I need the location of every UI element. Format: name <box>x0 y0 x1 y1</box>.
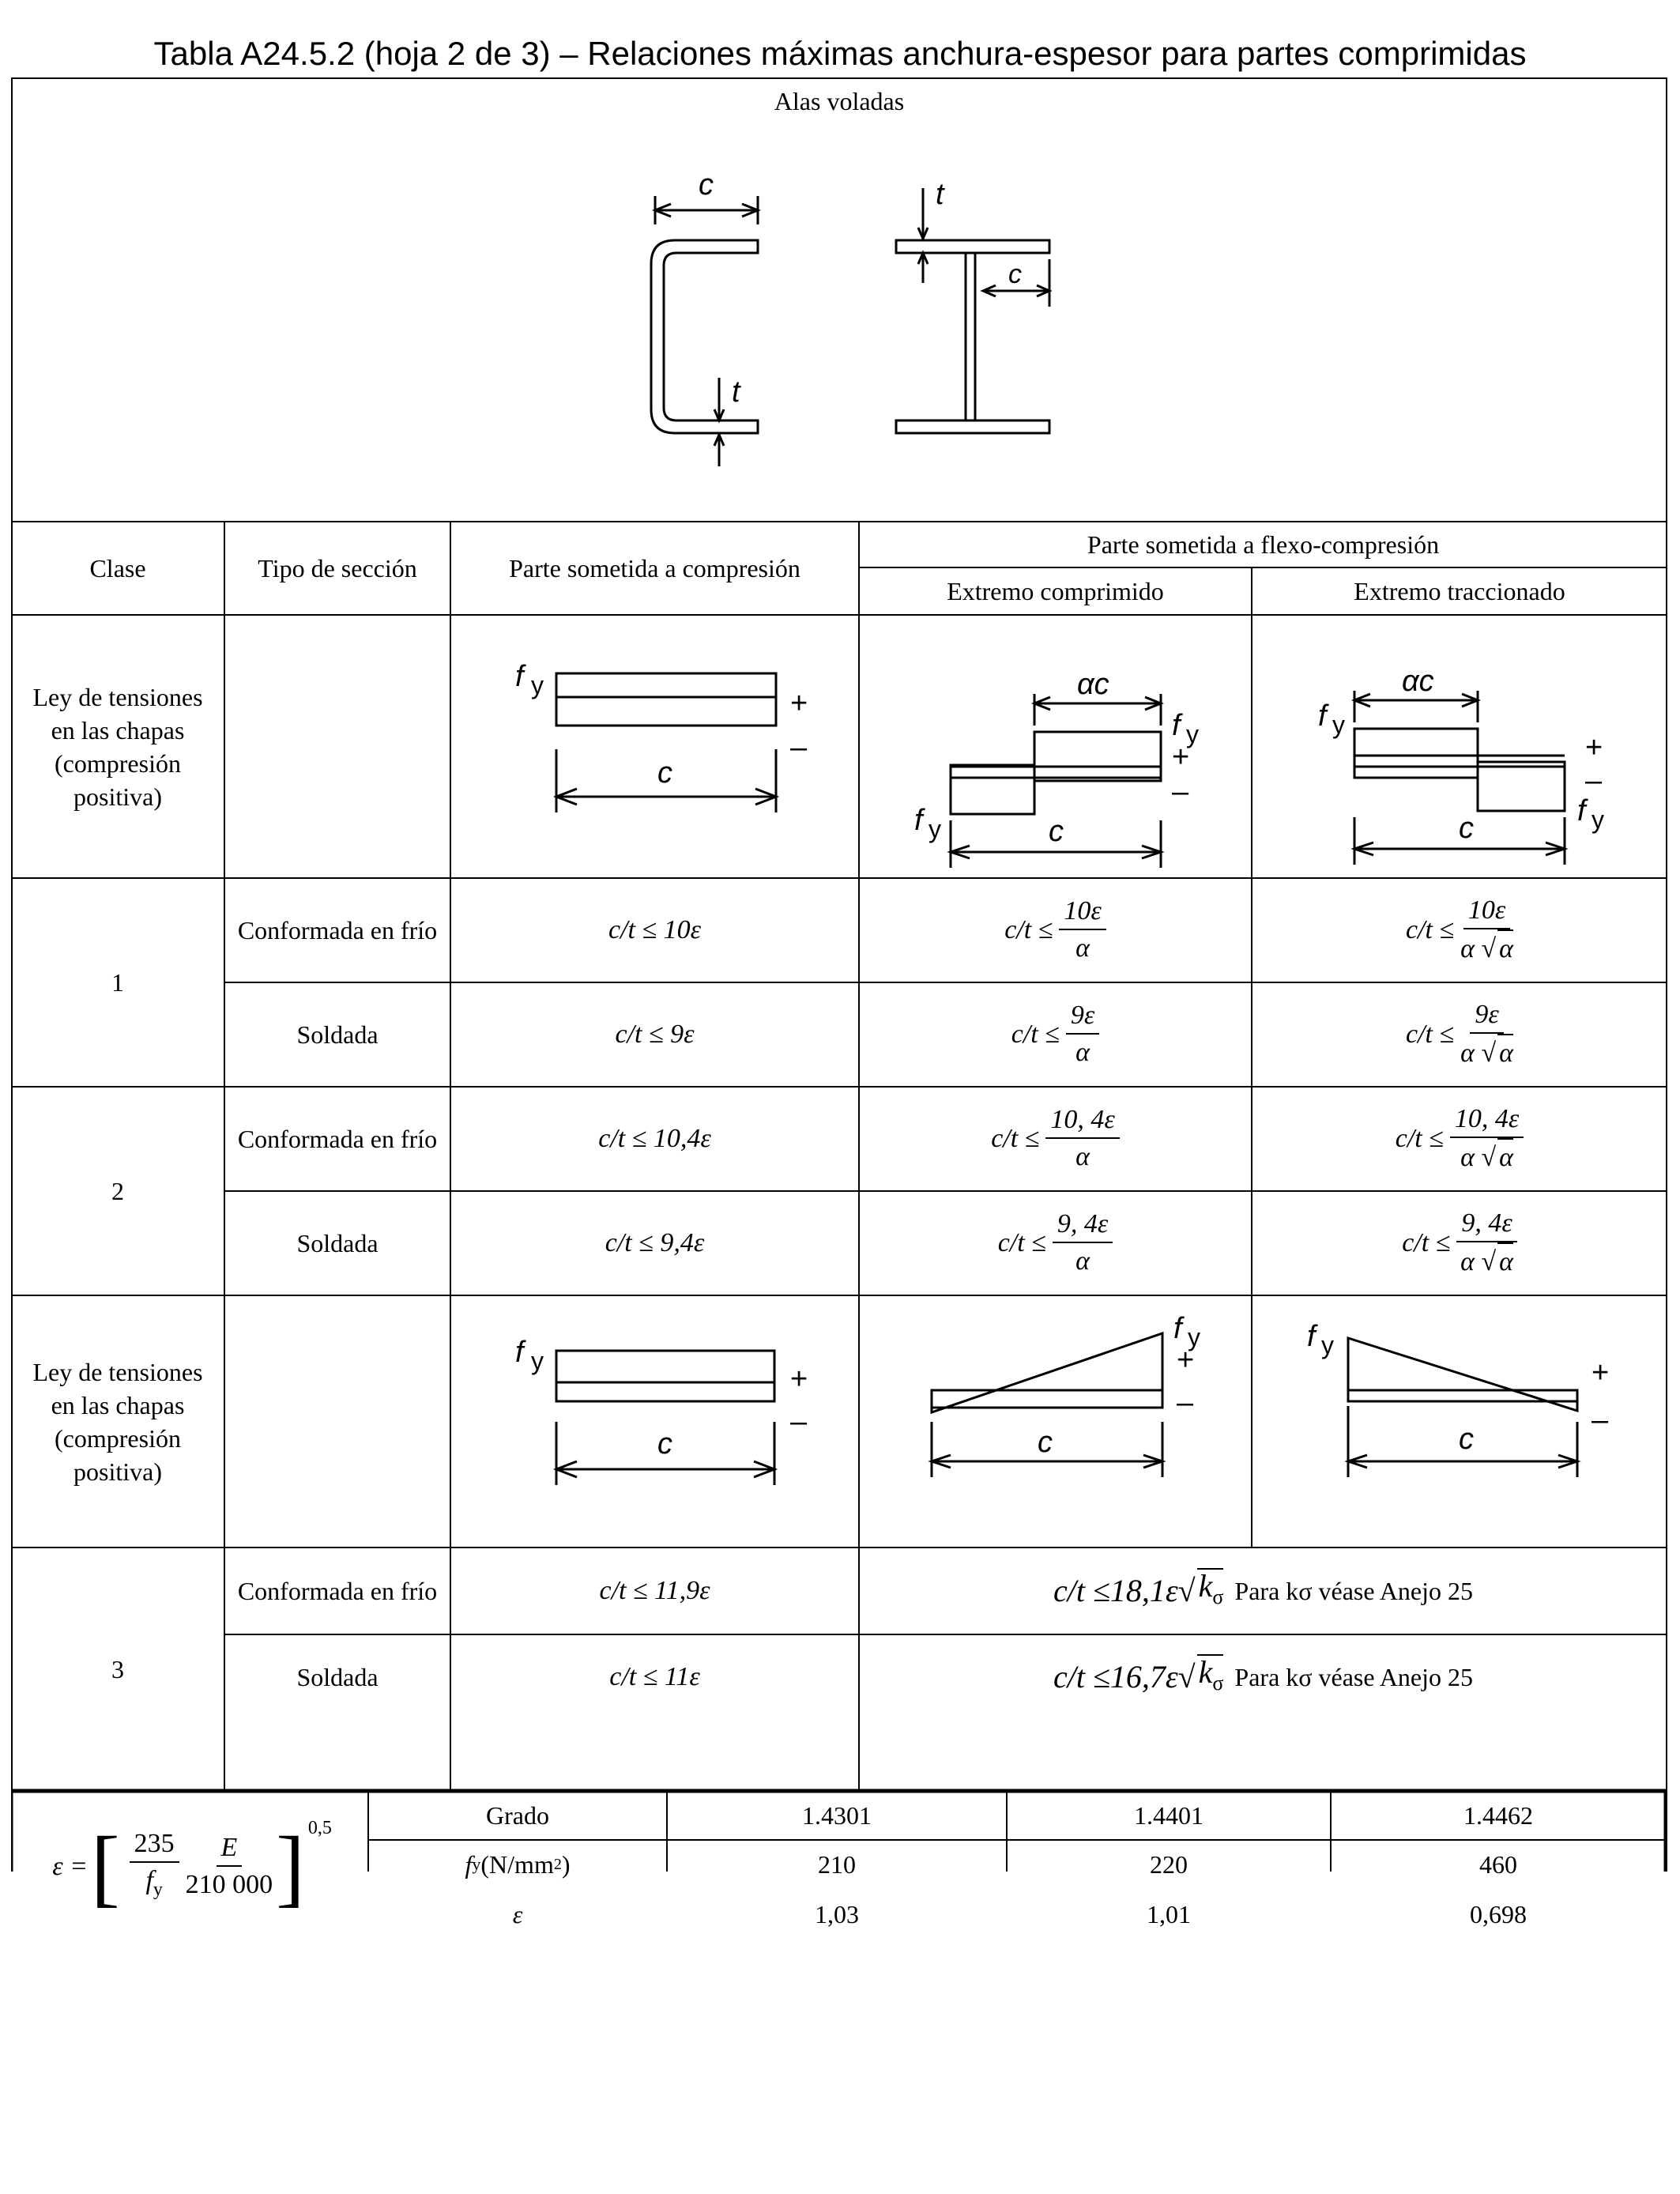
stress-diagram-ext-comprimido-2 <box>859 1295 1252 1547</box>
tipo-2-soldada: Soldada <box>296 1229 379 1257</box>
comp-2-conformada: c/t ≤ 10,4ε <box>598 1124 711 1153</box>
svg-text:f: f <box>1577 794 1586 827</box>
svg-text:y: y <box>1332 711 1345 739</box>
svg-text:+: + <box>1172 741 1190 774</box>
grade-col2-fy: 220 <box>1150 1850 1188 1879</box>
flexo-3-soldada: c/t ≤16,7ε √ $k_\sigma$ Para kσ véase Anejo 25 <box>859 1634 1667 1791</box>
stress-label-1: Ley de tensiones en las chapas (compresión positiva) <box>32 682 203 811</box>
grade-col2-eps: 1,01 <box>1147 1900 1191 1928</box>
grade-col2-grado: 1.4401 <box>1134 1801 1203 1830</box>
flexo-3-conformada: c/t ≤18,1ε √ $k_\sigma$ Para kσ véase Anejo 25 <box>859 1547 1667 1634</box>
clase-1-label: 1 <box>111 968 124 997</box>
grade-col3-fy: 460 <box>1479 1850 1517 1879</box>
svg-text:+: + <box>790 1363 808 1396</box>
grade-col1-fy: 210 <box>818 1850 856 1879</box>
ratio-table <box>11 77 1667 1928</box>
svg-text:c: c <box>1049 815 1064 848</box>
svg-text:c: c <box>657 1427 672 1461</box>
svg-text:f: f <box>1173 1312 1182 1345</box>
grade-col3-grado: 1.4462 <box>1463 1801 1533 1830</box>
c-label-ibeam: c <box>1008 259 1022 289</box>
clase-3-label: 3 <box>111 1655 124 1683</box>
header-extremo-comprimido: Extremo comprimido <box>947 577 1164 605</box>
svg-text:y: y <box>531 1347 544 1375</box>
svg-text:y: y <box>531 671 544 699</box>
svg-text:y: y <box>1321 1331 1334 1359</box>
c-label-channel: c <box>699 172 714 202</box>
stress-label-2: Ley de tensiones en las chapas (compresión positiva) <box>32 1357 203 1486</box>
svg-text:–: – <box>790 731 808 764</box>
header-extremo-traccionado: Extremo traccionado <box>1354 577 1565 605</box>
svg-text:y: y <box>929 815 941 843</box>
header-compresion: Parte sometida a compresión <box>509 554 800 582</box>
tipo-3-soldada: Soldada <box>296 1663 379 1691</box>
svg-text:+: + <box>1177 1344 1195 1377</box>
svg-text:+: + <box>1591 1356 1610 1389</box>
ext-comp-1-conformada: c/t ≤ $\frac{10\varepsilon}{\alpha}$ <box>859 878 1252 982</box>
ext-comp-2-conformada: c/t ≤ $\frac{10, 4\varepsilon}{\alpha}$ <box>859 1087 1252 1191</box>
ext-comp-1-soldada: c/t ≤ $\frac{9\varepsilon}{\alpha}$ <box>859 982 1252 1087</box>
grade-col1-grado: 1.4301 <box>802 1801 872 1830</box>
svg-text:f: f <box>1172 709 1181 742</box>
svg-text:c: c <box>1459 1423 1474 1456</box>
ext-trac-1-soldada: c/t ≤ $\frac{9\varepsilon}{\alpha √ \alpha}$ <box>1252 982 1667 1087</box>
comp-1-soldada: c/t ≤ 9ε <box>615 1020 695 1049</box>
grade-row-label-grado: Grado <box>486 1801 549 1830</box>
svg-text:+: + <box>1585 731 1603 764</box>
comp-3-conformada: c/t ≤ 11,9ε <box>599 1576 710 1605</box>
svg-text:y: y <box>1591 805 1604 834</box>
table-title: Tabla A24.5.2 (hoja 2 de 3) – Relaciones máximas anchura-espesor para partes comprimidas <box>153 35 1527 72</box>
svg-text:–: – <box>790 1405 808 1438</box>
header-flexo: Parte sometida a flexo-compresión <box>1087 530 1440 559</box>
grade-row-label-eps: ε <box>512 1900 523 1928</box>
svg-text:c: c <box>1459 812 1474 845</box>
tipo-1-soldada: Soldada <box>296 1020 379 1049</box>
svg-text:αc: αc <box>1402 665 1434 698</box>
tipo-3-conformada: Conformada en frío <box>237 1577 438 1605</box>
grade-col3-eps: 0,698 <box>1470 1900 1527 1928</box>
t-label-channel: t <box>732 375 740 409</box>
svg-text:αc: αc <box>1077 668 1109 701</box>
ext-trac-2-conformada: c/t ≤ $\frac{10, 4\varepsilon}{\alpha √ \alpha}$ <box>1252 1087 1667 1191</box>
svg-text:y: y <box>1186 720 1199 748</box>
svg-text:c: c <box>657 756 672 790</box>
t-label-ibeam: t <box>936 178 944 211</box>
ext-trac-2-soldada: c/t ≤ $\frac{9, 4\varepsilon}{\alpha √ \alpha}$ <box>1252 1191 1667 1295</box>
stress-diagram-ext-traccionado-2 <box>1252 1295 1667 1547</box>
tipo-2-conformada: Conformada en frío <box>237 1125 438 1153</box>
svg-text:f: f <box>914 804 923 837</box>
stress-diagram-compression-2 <box>450 1295 859 1547</box>
alas-voladas-label: Alas voladas <box>774 87 905 115</box>
section-profiles-diagram <box>627 172 1070 520</box>
stress-diagram-ext-comprimido-1 <box>859 615 1252 878</box>
svg-text:–: – <box>1172 775 1189 809</box>
svg-text:–: – <box>1591 1404 1609 1437</box>
stress-diagram-compression-1 <box>450 615 859 878</box>
svg-text:+: + <box>790 687 808 720</box>
epsilon-formula: ε = [ $\frac{235}{f_y}$ $\frac{E}{210 000}$ ] $^{0,5}$ <box>52 1818 332 1915</box>
header-tipo: Tipo de sección <box>258 554 417 582</box>
comp-2-soldada: c/t ≤ 9,4ε <box>605 1228 705 1257</box>
ext-trac-1-conformada: c/t ≤ $\frac{10\varepsilon}{\alpha √ \alpha}$ <box>1252 878 1667 982</box>
svg-text:y: y <box>1188 1323 1200 1351</box>
tipo-1-conformada: Conformada en frío <box>237 916 438 944</box>
svg-text:f: f <box>1318 699 1327 733</box>
header-clase: Clase <box>89 554 146 582</box>
stress-diagram-ext-traccionado-1 <box>1252 615 1667 878</box>
svg-text:c: c <box>1038 1426 1053 1459</box>
comp-1-conformada: c/t ≤ 10ε <box>608 915 702 944</box>
svg-text:f: f <box>1307 1320 1316 1353</box>
comp-3-soldada: c/t ≤ 11ε <box>609 1662 700 1691</box>
grade-col1-eps: 1,03 <box>815 1900 859 1928</box>
svg-text:–: – <box>1585 764 1603 797</box>
svg-text:f: f <box>515 660 524 693</box>
svg-text:f: f <box>515 1336 524 1369</box>
svg-text:–: – <box>1177 1386 1194 1419</box>
ext-comp-2-soldada: c/t ≤ $\frac{9, 4\varepsilon}{\alpha}$ <box>859 1191 1252 1295</box>
grade-row-label-fy: f y (N/mm 2 ) <box>465 1850 571 1879</box>
clase-2-label: 2 <box>111 1177 124 1205</box>
